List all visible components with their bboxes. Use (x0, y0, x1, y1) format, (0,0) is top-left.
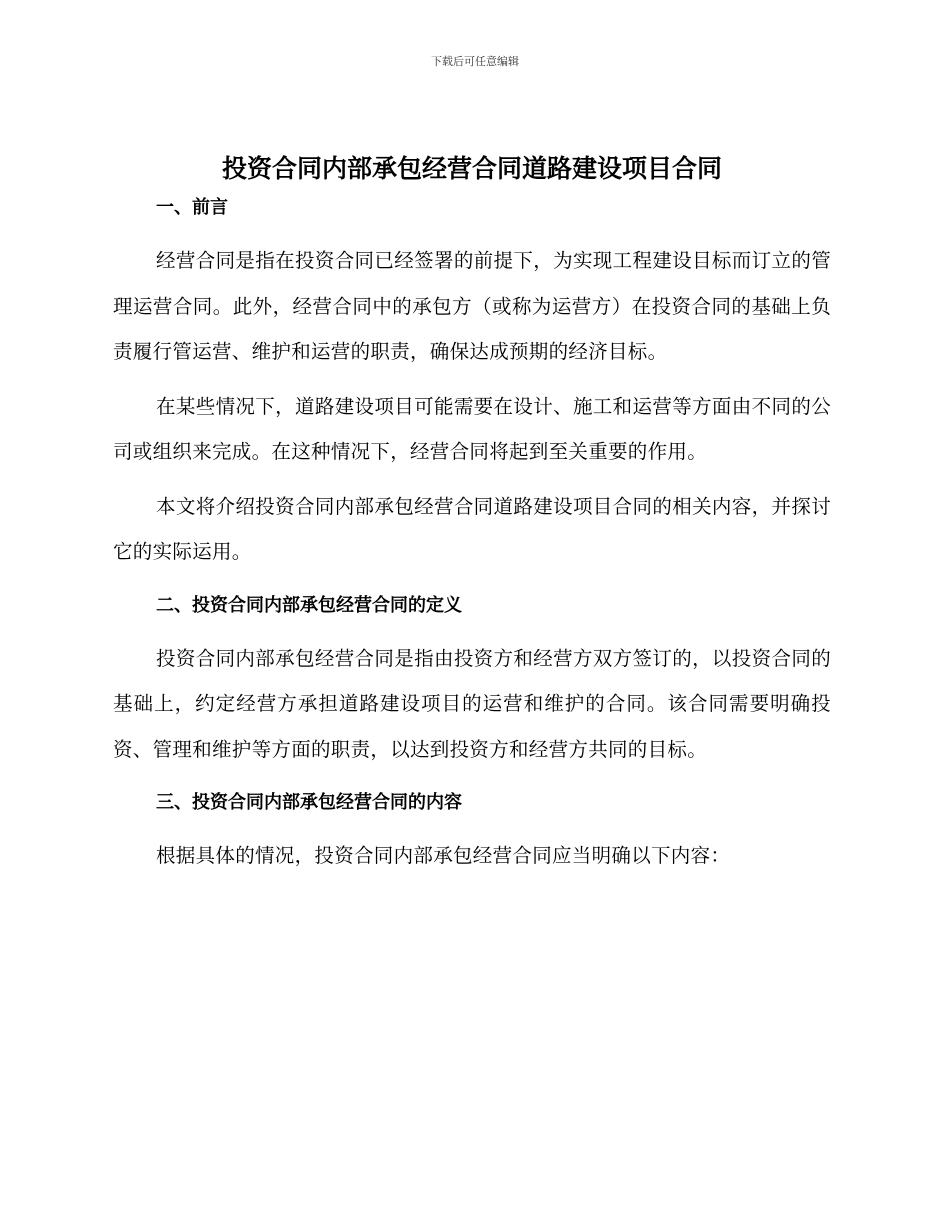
paragraph: 根据具体的情况，投资合同内部承包经营合同应当明确以下内容： (156, 844, 731, 867)
section-heading-content: 三、投资合同内部承包经营合同的内容 (156, 792, 462, 813)
paragraph: 经营合同是指在投资合同已经签署的前提下，为实现工程建设目标而订立的管理运营合同。此外，经营合同中的承包方（或称为运营方）在投资合同的基础上负责履行管运营、维护和运营的职责，确保达成预期的经济目标。 (113, 249, 831, 363)
section-heading-definition: 二、投资合同内部承包经营合同的定义 (156, 594, 462, 616)
header-note: 下载后可任意编辑 (431, 55, 519, 68)
section-heading-preface: 一、前言 (156, 197, 228, 218)
paragraph: 投资合同内部承包经营合同是指由投资方和经营方双方签订的，以投资合同的基础上，约定经营方承担道路建设项目的运营和维护的合同。该合同需要明确投资、管理和维护等方面的职责，以达到投资方和经营方共同的目标。 (113, 646, 831, 761)
paragraph: 本文将介绍投资合同内部承包经营合同道路建设项目合同的相关内容，并探讨它的实际运用。 (113, 494, 831, 563)
document-title: 投资合同内部承包经营合同道路建设项目合同 (221, 154, 722, 183)
document-body (113, 150, 831, 879)
paragraph: 在某些情况下，道路建设项目可能需要在设计、施工和运营等方面由不同的公司或组织来完成。在这种情况下，经营合同将起到至关重要的作用。 (113, 394, 831, 463)
